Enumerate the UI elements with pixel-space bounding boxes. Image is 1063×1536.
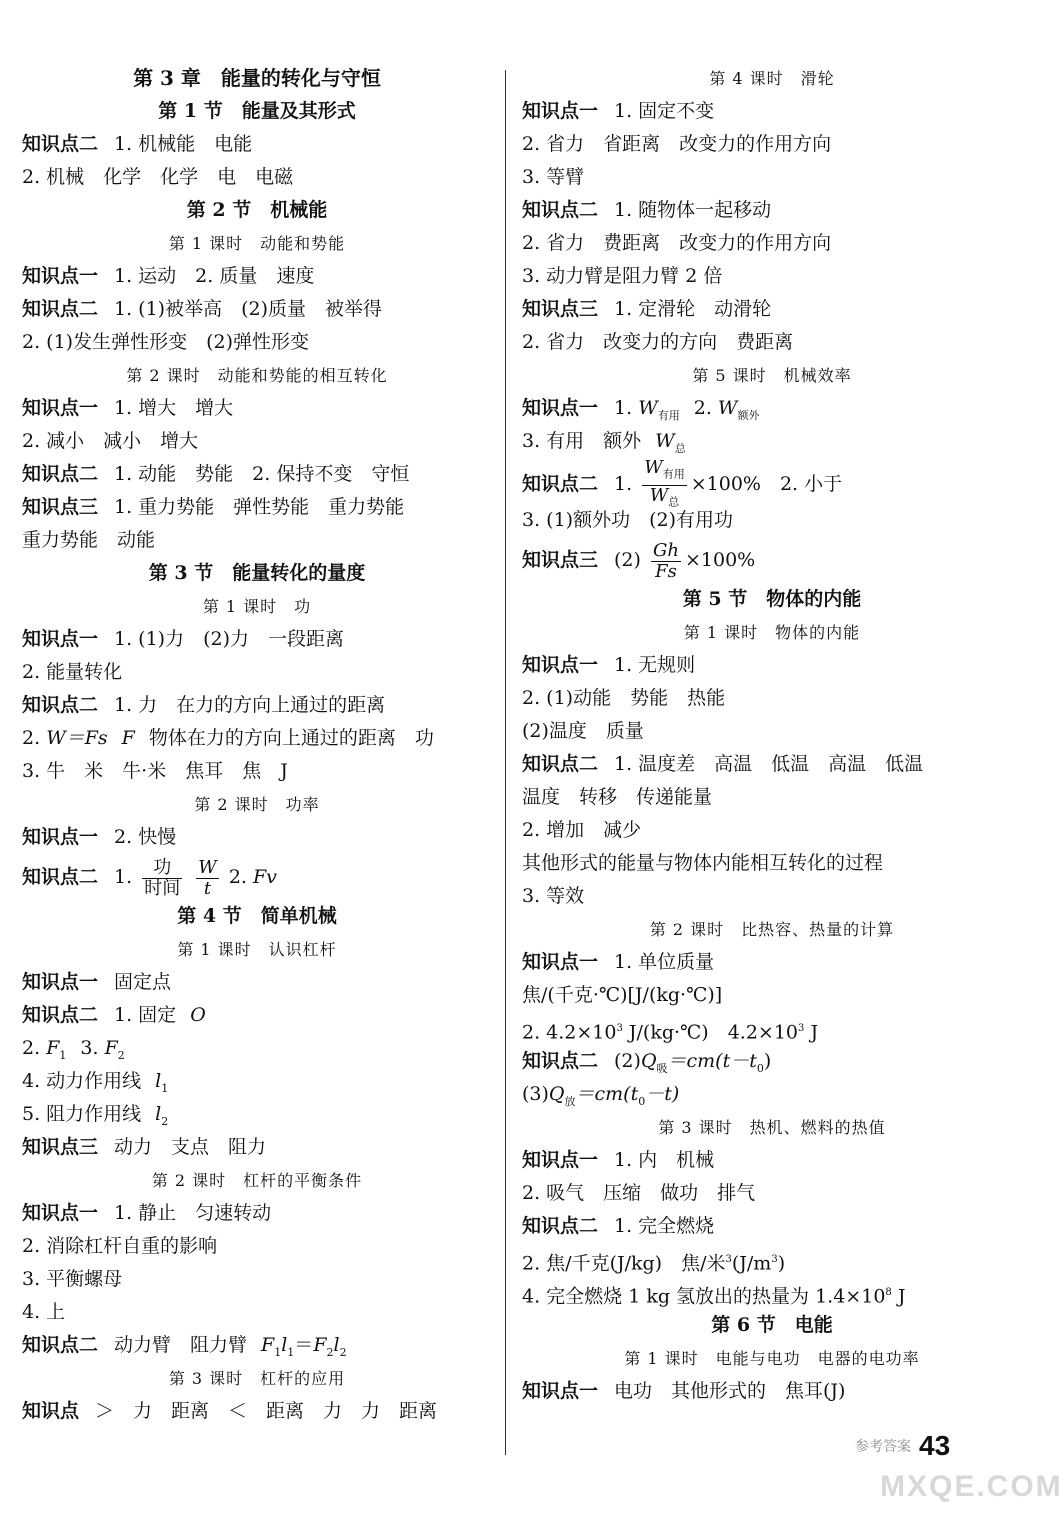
answer-line: 2. 机械 化学 化学 电 电磁: [22, 166, 294, 188]
knowledge-tag: 知识点二: [522, 199, 599, 221]
answer-line: 3. 牛 米 牛·米 焦耳 焦 J: [22, 760, 288, 782]
answer-line: 4. 上: [22, 1301, 66, 1323]
answer-line: $(3)Q_放=cm(t_0-t)$: [522, 1083, 680, 1108]
answer-line: 温度 转移 传递能量: [522, 786, 713, 808]
knowledge-tag: 知识点二: [22, 694, 99, 716]
answer-line: 知识点一 1. 内 机械: [522, 1149, 715, 1171]
knowledge-tag: 知识点一: [522, 951, 599, 973]
knowledge-tag: 知识点二: [22, 298, 99, 320]
right-column: [522, 62, 1022, 1408]
knowledge-tag: 知识点三: [522, 549, 599, 571]
answer-line: 知识点二 动力臂 阻力臂 $F_1l_1=F_2l_2$: [22, 1334, 347, 1359]
knowledge-tag: 知识点一: [22, 826, 99, 848]
lesson-title: 第 2 课时 杠杆的平衡条件: [151, 1171, 363, 1190]
answer-line: 知识点三 1. 定滑轮 动滑轮: [522, 298, 772, 320]
answer-line: 3. 有用 额外 $W_总$: [522, 430, 686, 455]
lesson-title: 第 1 课时 功: [202, 597, 312, 616]
answer-line: 知识点一 1. 单位质量: [522, 951, 715, 973]
knowledge-tag: 知识点二: [522, 753, 599, 775]
answer-line: 知识点三 1. 重力势能 弹性势能 重力势能: [22, 496, 405, 518]
answer-line: 3. 平衡螺母: [22, 1268, 123, 1290]
knowledge-tag: 知识点一: [22, 265, 99, 287]
lesson-title: 第 3 课时 杠杆的应用: [168, 1369, 346, 1388]
answer-line: 知识点二 $(2)Q_吸=cm(t-t_0)$: [522, 1050, 772, 1075]
knowledge-tag: 知识点二: [522, 1215, 599, 1237]
knowledge-tag: 知识点一: [22, 628, 99, 650]
knowledge-tag: 知识点二: [522, 473, 599, 496]
answer-line: 知识点三 (2) $\frac{Gh}{Fs}$ ×100%: [522, 539, 756, 582]
knowledge-tag: 知识点二: [22, 133, 99, 155]
answer-line: 知识点一 2. 快慢: [22, 826, 177, 848]
answer-line: 重力势能 动能: [22, 529, 156, 551]
knowledge-tag: 知识点一: [522, 1149, 599, 1171]
answer-line: 知识点二 1. 温度差 高温 低温 高温 低温: [522, 753, 924, 775]
answer-line: 2. (1)动能 势能 热能: [522, 687, 726, 709]
lesson-title: 第 1 课时 物体的内能: [683, 623, 861, 642]
knowledge-tag: 知识点二: [22, 1004, 99, 1026]
answer-line: 知识点二 1. (1)被举高 (2)质量 被举得: [22, 298, 383, 320]
section-title: 第 4 节 简单机械: [177, 905, 337, 927]
answer-line: (2)温度 质量: [522, 720, 644, 742]
answer-line: 2. $F_1$ 3. $F_2$: [22, 1037, 125, 1062]
page-number: 43: [919, 1430, 951, 1461]
answer-line: 知识点一 1. 运动 2. 质量 速度: [22, 265, 315, 287]
answer-line: 知识点二 1. 完全燃烧: [522, 1215, 715, 1237]
answer-line: 2. 减小 减小 增大: [22, 430, 199, 452]
answer-line: 知识点 ＞ 力 距离 ＜ 距离 力 力 距离: [22, 1400, 438, 1422]
section-title: 第 2 节 机械能: [186, 199, 328, 221]
answer-line: 2. 省力 改变力的方向 费距离: [522, 331, 794, 353]
section-title: 第 6 节 电能: [711, 1314, 833, 1336]
answer-line: 2. 省力 省距离 改变力的作用方向: [522, 133, 832, 155]
knowledge-tag: 知识点三: [22, 1136, 99, 1158]
answer-line: 其他形式的能量与物体内能相互转化的过程: [522, 852, 884, 874]
section-title: 第 3 节 能量转化的量度: [148, 562, 366, 584]
lesson-title: 第 1 课时 动能和势能: [168, 234, 346, 253]
section-title: 第 1 节 能量及其形式: [158, 100, 356, 122]
knowledge-tag: 知识点二: [22, 463, 99, 485]
answer-line: 5. 阻力作用线 $l_2$: [22, 1103, 169, 1128]
answer-line: 知识点一 1. 增大 增大: [22, 397, 234, 419]
answer-line: 知识点二 1. 固定 O: [22, 1004, 206, 1026]
left-column: [22, 62, 492, 1428]
answer-line: 4. 完全燃烧 1 kg 氢放出的热量为 $1.4\times 10^8$ J: [522, 1285, 906, 1308]
answer-line: 2. 能量转化: [22, 661, 123, 683]
answer-line: 2. $4.2\times 10^3$ J/(kg·℃) $4.2\times 10^3$ J: [522, 1021, 819, 1044]
section-title: 第 5 节 物体的内能: [682, 588, 862, 610]
lesson-title: 第 1 课时 认识杠杆: [177, 940, 337, 959]
answer-line: 知识点二 1. 力 在力的方向上通过的距离: [22, 694, 386, 716]
answer-line: 知识点一 1. 无规则: [522, 654, 696, 676]
fraction: $\frac{Gh}{Fs}$: [652, 539, 679, 582]
answer-line: 知识点二 1. $\frac{\text{功}}{\text{时间}}$ $\frac{W}{t}$ 2. Fv: [22, 856, 277, 899]
knowledge-tag: 知识点一: [22, 971, 99, 993]
knowledge-tag: 知识点三: [22, 496, 99, 518]
answer-line: 知识点二 1. 动能 势能 2. 保持不变 守恒: [22, 463, 410, 485]
lesson-title: 第 3 课时 热机、燃料的热值: [658, 1118, 886, 1137]
knowledge-tag: 知识点二: [522, 1050, 599, 1072]
answer-line: 2. 消除杠杆自重的影响: [22, 1235, 218, 1257]
knowledge-tag: 知识点一: [522, 397, 599, 419]
knowledge-tag: 知识点一: [22, 397, 99, 419]
answer-line: 2. 吸气 压缩 做功 排气: [522, 1182, 756, 1204]
knowledge-tag: 知识点三: [522, 298, 599, 320]
answer-line: 2. 增加 减少: [522, 819, 642, 841]
lesson-title: 第 4 课时 滑轮: [709, 69, 835, 88]
answer-line: 知识点二 1. $\frac{W_{有用}}{W_总}$ ×100% 2. 小于: [522, 458, 1022, 504]
lesson-title: 第 2 课时 功率: [194, 795, 320, 814]
knowledge-tag: 知识点二: [22, 1334, 99, 1356]
knowledge-tag: 知识点一: [522, 100, 599, 122]
answer-line: 知识点一 1. (1)力 (2)力 一段距离: [22, 628, 345, 650]
fraction: $\frac{W}{t}$: [198, 856, 217, 899]
answer-line: 知识点一 电功 其他形式的 焦耳(J): [522, 1380, 846, 1402]
answer-line: 2. W＝Fs F 物体在力的方向上通过的距离 功: [22, 727, 434, 749]
answer-line: 2. 焦/千克(J/kg) 焦/米$^3(J/m^3)$: [522, 1252, 786, 1275]
answer-line: 3. 等臂: [522, 166, 585, 188]
fraction: $\frac{W_{有用}}{W_总}$: [644, 457, 685, 509]
answer-line: 焦/(千克·℃)[J/(kg·℃)]: [522, 984, 723, 1006]
answer-line: 3. 动力臂是阻力臂 2 倍: [522, 265, 723, 287]
answer-line: 知识点一 1. $W_{有用}$ 2. $W_{额外}$: [522, 397, 760, 422]
answer-line: 3. (1)额外功 (2)有用功: [522, 509, 733, 531]
knowledge-tag: 知识点一: [522, 654, 599, 676]
answer-line: 知识点二 1. 随物体一起移动: [522, 199, 772, 221]
answer-line: 3. 等效: [522, 885, 585, 907]
answer-line: 2. 省力 费距离 改变力的作用方向: [522, 232, 832, 254]
knowledge-tag: 知识点一: [22, 1202, 99, 1224]
answer-line: 知识点二 1. 机械能 电能: [22, 133, 253, 155]
page-footer: [855, 1428, 950, 1464]
lesson-title: 第 1 课时 电能与电功 电器的电功率: [624, 1349, 920, 1368]
answer-line: 知识点一 1. 静止 匀速转动: [22, 1202, 272, 1224]
answer-line: 2. (1)发生弹性形变 (2)弹性形变: [22, 331, 309, 353]
column-divider: [505, 70, 506, 1455]
watermark: MXQE.COM: [880, 1470, 1063, 1503]
knowledge-tag: 知识点一: [522, 1380, 599, 1402]
answer-line: 知识点三 动力 支点 阻力: [22, 1136, 267, 1158]
fraction: $\frac{\text{功}}{\text{时间}}$: [144, 856, 181, 899]
lesson-title: 第 5 课时 机械效率: [692, 366, 852, 385]
footer-label: 参考答案: [855, 1438, 911, 1454]
lesson-title: 第 2 课时 比热容、热量的计算: [649, 920, 895, 939]
answer-line: 4. 动力作用线 $l_1$: [22, 1070, 169, 1095]
knowledge-tag: 知识点二: [22, 866, 99, 888]
knowledge-tag: 知识点: [22, 1400, 80, 1422]
chapter-title: 第 3 章 能量的转化与守恒: [133, 66, 381, 90]
lesson-title: 第 2 课时 动能和势能的相互转化: [126, 366, 388, 385]
answer-line: 知识点一 1. 固定不变: [522, 100, 715, 122]
answer-line: 知识点一 固定点: [22, 971, 172, 993]
